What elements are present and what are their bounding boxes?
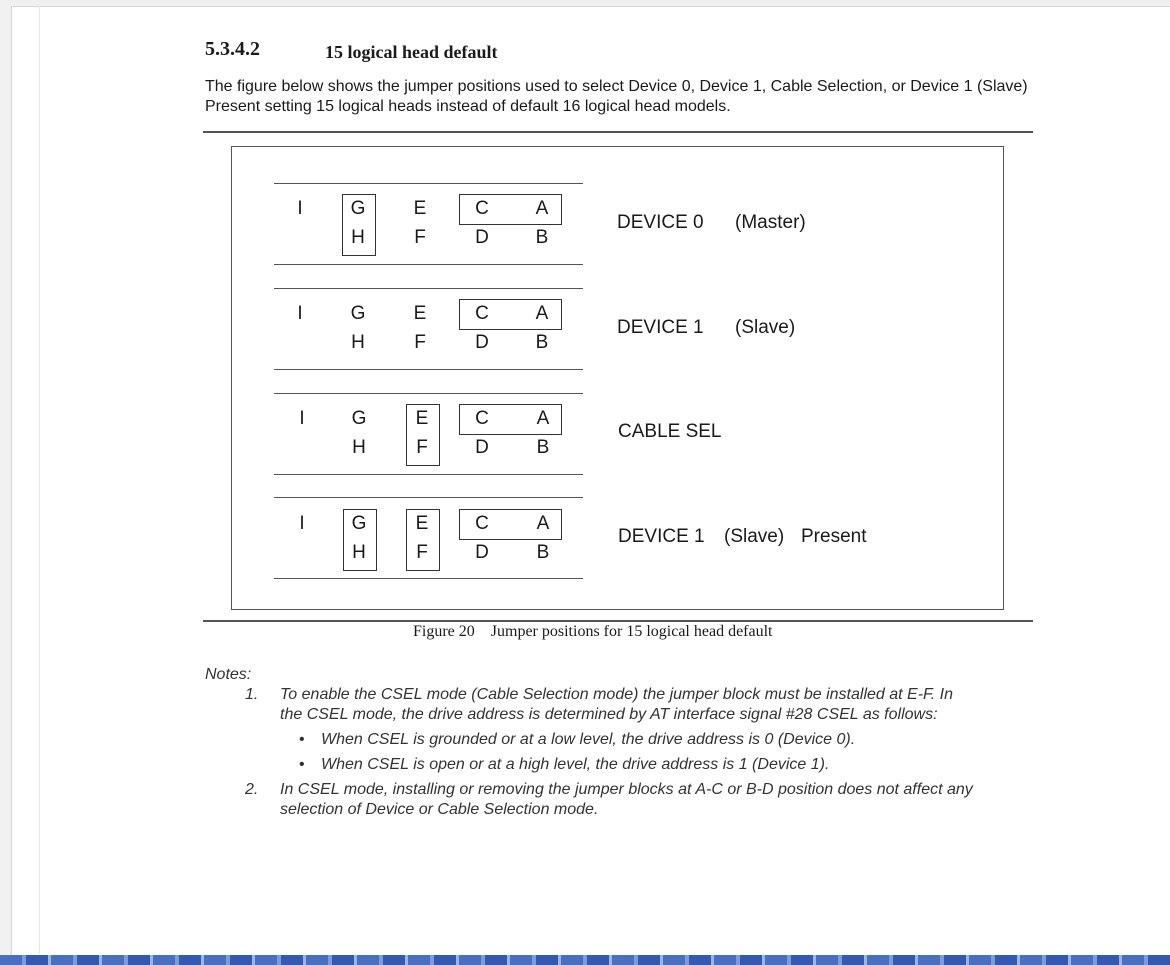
jumper-block-ca <box>459 509 562 540</box>
pin-label: C <box>475 513 489 534</box>
note-1-line-1: To enable the CSEL mode (Cable Selection mode) the jumper block must be installed at E-F. In <box>280 686 953 703</box>
figure-bottom-rule <box>203 620 1033 622</box>
figure-top-rule <box>203 131 1033 133</box>
jumper-group-device0 <box>274 183 583 265</box>
pin-label: E <box>415 408 429 429</box>
note-1-bullet-2: When CSEL is open or at a high level, the drive address is 1 (Device 1). <box>321 756 830 773</box>
pin-label: A <box>535 303 549 324</box>
pin-label: E <box>415 513 429 534</box>
note-number: 1. <box>245 686 259 703</box>
pin-label: F <box>416 437 428 458</box>
jumper-group-cable-sel <box>274 393 583 475</box>
pin-label: E <box>413 198 427 219</box>
section-title: 15 logical head default <box>325 42 498 62</box>
pin-label: F <box>416 542 428 563</box>
figure-caption <box>413 623 773 641</box>
pin-label: G <box>351 408 367 429</box>
bullet-glyph: • <box>299 756 305 773</box>
setting-qualifier: Present <box>801 526 867 547</box>
setting-label: DEVICE 1 <box>618 526 705 547</box>
figure-caption-number: Figure 20 <box>413 623 475 640</box>
jumper-group-device1 <box>274 288 583 370</box>
note-number: 2. <box>245 781 259 798</box>
pin-label: I <box>299 408 305 429</box>
pin-label: A <box>535 198 549 219</box>
pin-label: A <box>536 513 550 534</box>
pin-label: C <box>475 408 489 429</box>
setting-role: (Slave) <box>735 317 796 338</box>
pin-label: I <box>297 303 303 324</box>
pin-label: I <box>299 513 305 534</box>
jumper-block-gh <box>343 509 377 571</box>
jumper-block-ca <box>459 404 562 435</box>
pin-label: D <box>475 437 489 458</box>
pin-label: C <box>475 303 489 324</box>
pin-label: H <box>351 227 365 248</box>
pin-label: B <box>535 332 549 353</box>
pin-label: D <box>475 542 489 563</box>
pin-label: D <box>475 332 489 353</box>
jumper-block-ef <box>406 404 440 466</box>
pin-label: D <box>475 227 489 248</box>
setting-role: (Slave) <box>724 526 785 547</box>
note-1-line-2: the CSEL mode, the drive address is determined by AT interface signal #28 CSEL as follows: <box>280 706 938 723</box>
intro-paragraph: The figure below shows the jumper positions used to select Device 0, Device 1, Cable Selection, or Device 1 (Slave) Present setting 15 logical heads instead of default 16 logical head models. <box>205 78 1028 115</box>
note-2-line-2: selection of Device or Cable Selection mode. <box>280 801 599 818</box>
pin-label: H <box>352 437 366 458</box>
bottom-scroll-strip <box>0 955 1170 965</box>
pin-label: B <box>536 437 550 458</box>
pin-label: G <box>350 198 366 219</box>
pin-label: E <box>413 303 427 324</box>
setting-label: DEVICE 0 <box>617 212 704 233</box>
pin-label: A <box>536 408 550 429</box>
pin-label: B <box>535 227 549 248</box>
notes-heading: Notes: <box>205 666 252 683</box>
page-margin-rule <box>39 6 40 954</box>
setting-role: (Master) <box>735 212 806 233</box>
pin-label: F <box>414 227 426 248</box>
jumper-group-device1-present <box>274 497 583 579</box>
pin-label: H <box>351 332 365 353</box>
note-1-bullet-1: When CSEL is grounded or at a low level, the drive address is 0 (Device 0). <box>321 731 856 748</box>
jumper-block-gh <box>342 194 376 256</box>
section-number: 5.3.4.2 <box>205 38 260 60</box>
pin-label: H <box>352 542 366 563</box>
jumper-block-ca <box>459 194 562 225</box>
note-2-line-1: In CSEL mode, installing or removing the jumper blocks at A-C or B-D position does not affect any <box>280 781 973 798</box>
bullet-glyph: • <box>299 731 305 748</box>
pin-label: F <box>414 332 426 353</box>
pin-label: G <box>351 513 367 534</box>
pin-label: G <box>350 303 366 324</box>
setting-label: CABLE SEL <box>618 421 722 442</box>
jumper-block-ca <box>459 299 562 330</box>
setting-label: DEVICE 1 <box>617 317 704 338</box>
pin-label: I <box>297 198 303 219</box>
figure-caption-text: Jumper positions for 15 logical head default <box>490 623 773 640</box>
jumper-block-ef <box>406 509 440 571</box>
pin-label: B <box>536 542 550 563</box>
pin-label: C <box>475 198 489 219</box>
